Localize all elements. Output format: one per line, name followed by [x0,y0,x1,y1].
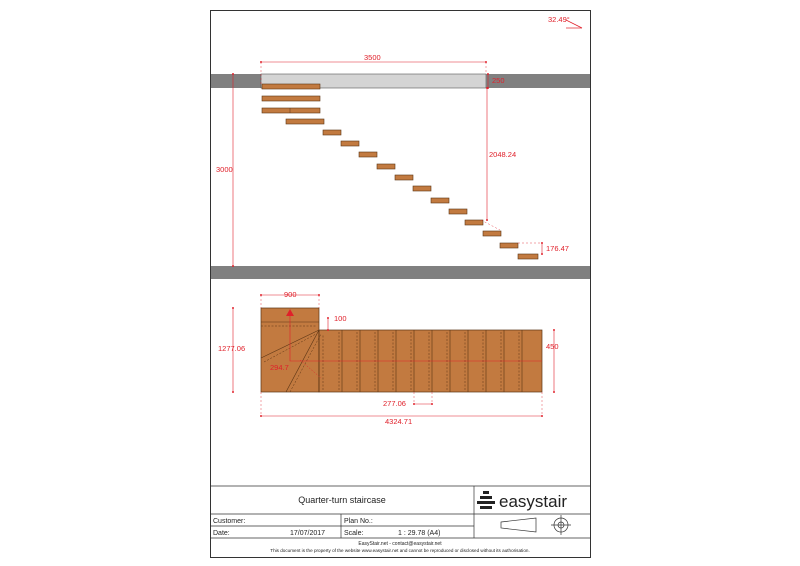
dim-tread-going: 277.06 [383,399,406,408]
tread [341,141,359,146]
footer-copyright: This document is the property of the website www.easystair.net and cannot be reproduced or disclosed without its authorisation. [270,548,530,553]
tread [465,220,483,225]
tread [483,231,501,236]
dim-upper-height: 2048.24 [489,150,517,159]
tread [377,164,395,169]
drawing-title: Quarter-turn staircase [298,495,386,505]
elevation-treads [262,84,538,259]
tread [262,108,320,113]
tread [413,186,431,191]
tread [262,96,320,101]
dim-total-depth: 1277.06 [218,344,246,353]
brand-logo [477,491,567,511]
dim-landing-width: 900 [284,290,297,299]
tread [395,175,413,180]
upper-slab-left [211,74,261,88]
tread [449,209,467,214]
tread [431,198,449,203]
plan-view [218,290,559,426]
lower-floor-slab [211,266,590,279]
tread [286,119,324,124]
dim-step-rise: 176.47 [546,244,569,253]
dim-total-length: 4324.71 [385,417,413,426]
easystair-logo-icon [477,491,495,509]
dim-total-height: 3000 [216,165,233,174]
dim-flight-width: 450 [546,342,559,351]
dim-offset: 100 [334,314,347,323]
footer-contact: EasyStair.net - contact@easystair.net [358,541,442,547]
scale-value: 1 : 29.78 (A4) [398,530,441,537]
date-value: 17/07/2017 [290,530,326,537]
date-label: Date: [213,530,230,537]
tread [359,152,377,157]
angle-label: 32.49° [548,15,570,24]
elevation-view [211,15,590,279]
projection-symbol-icon [501,515,571,535]
tread [323,130,341,135]
dim-winder-width: 294.7 [270,363,289,372]
dim-slab-thickness: 250 [492,76,505,85]
tread [518,254,538,259]
tread [500,243,518,248]
tread [262,84,320,89]
customer-label: Customer: [213,518,246,525]
dim-total-width: 3500 [364,53,381,62]
brand-name: easystair [499,492,568,511]
plan-no-label: Plan No.: [344,518,373,525]
scale-label: Scale: [344,530,364,537]
